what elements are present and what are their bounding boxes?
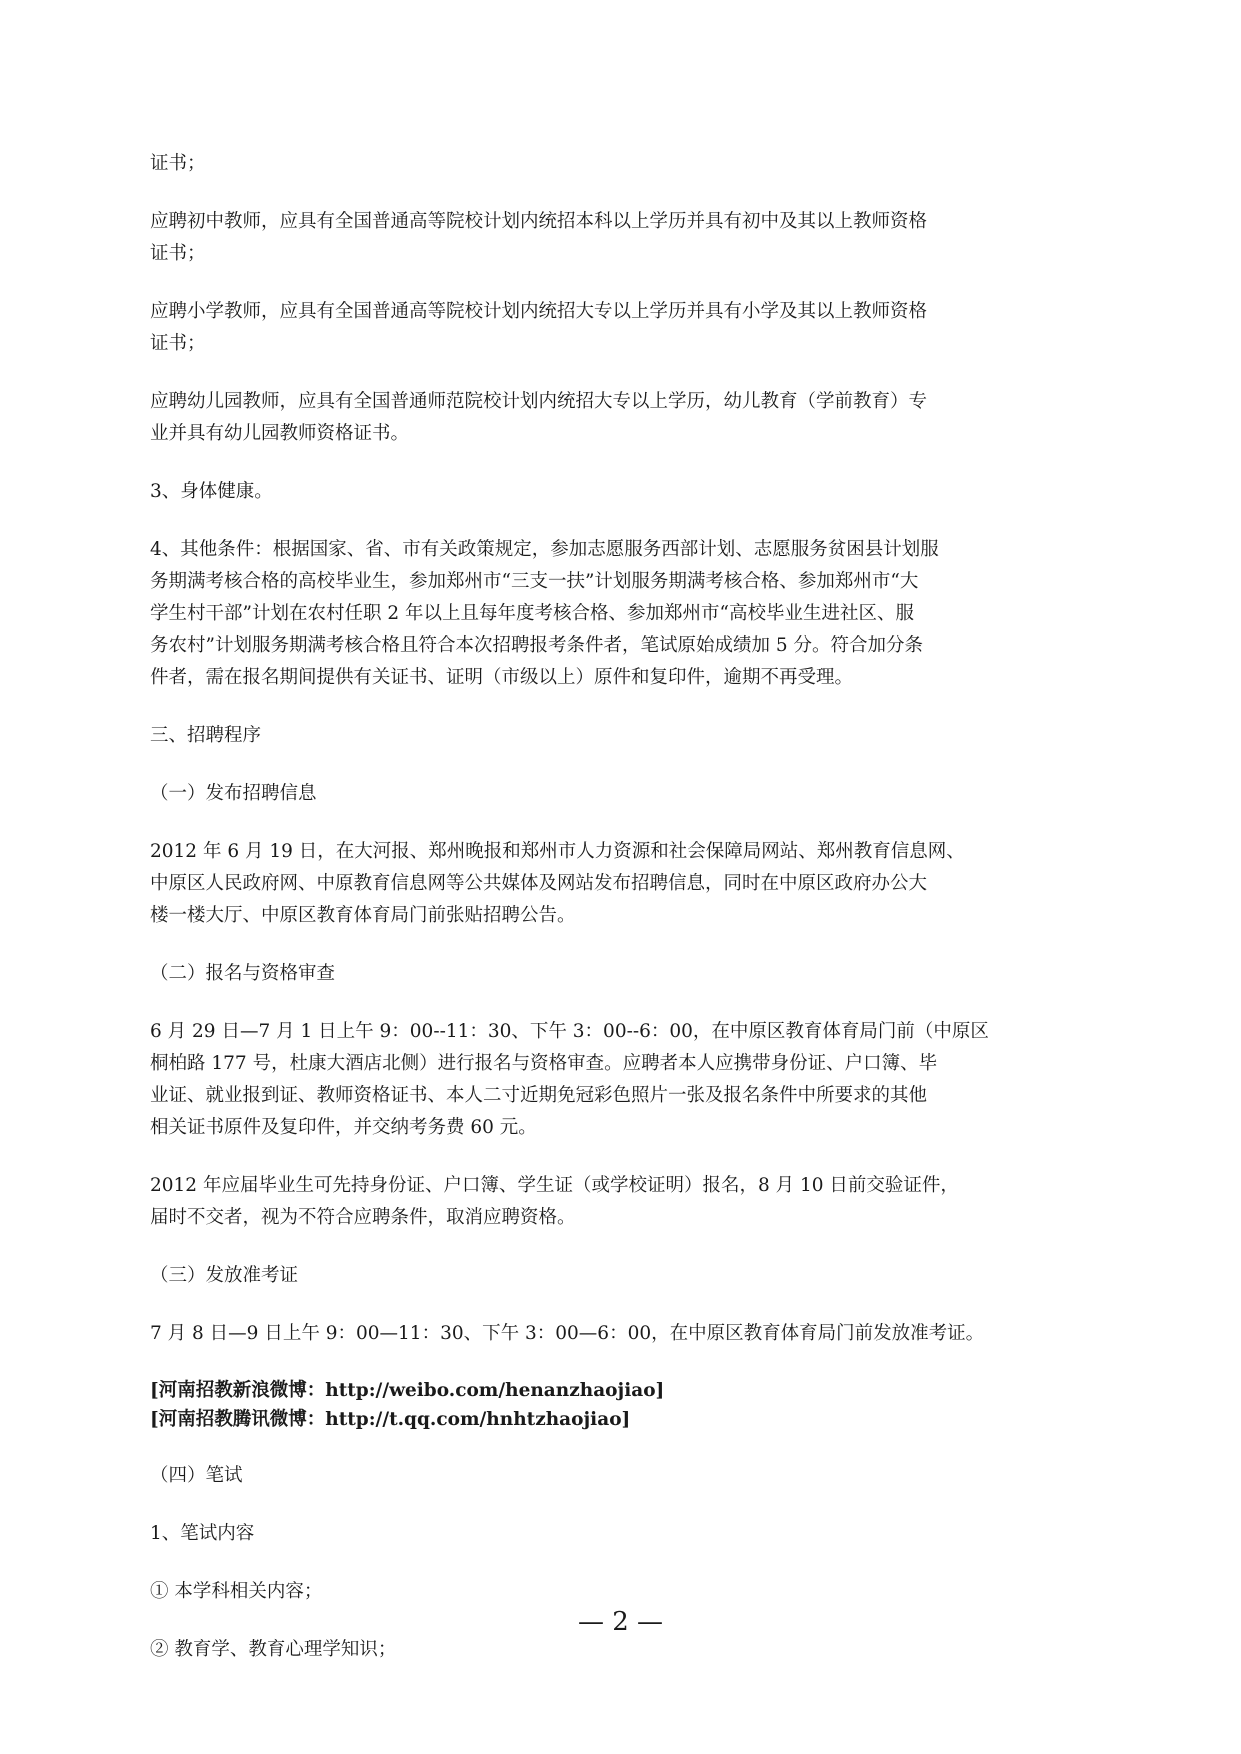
text-line: 3、身体健康。 [150,481,273,502]
paragraph-other-conditions [150,534,1090,694]
text-line: 业并具有幼儿园教师资格证书。 [150,423,410,444]
paragraph-kindergarten-teacher [150,386,1090,450]
text-line: 1、笔试内容 [150,1523,255,1544]
section-heading-recruitment-procedure [150,720,1090,752]
text-line: 6 月 29 日—7 月 1 日上午 9：00--11：30、下午 3：00--6：00，在中原区教育体育局门前（中原区 [150,1021,989,1042]
text-line: ② 教育学、教育心理学知识； [150,1639,397,1660]
paragraph-admission-ticket [150,1318,1090,1350]
text-line: 学生村干部”计划在农村任职 2 年以上且每年度考核合格、参加郑州市“高校毕业生进社区、服 [150,603,914,624]
text-line: 三、招聘程序 [150,725,262,746]
paragraph-health [150,476,1090,508]
document-body [150,148,1090,1692]
text-line: （一）发布招聘信息 [150,783,317,804]
page-number: — 2 — [577,1607,664,1637]
text-line: 桐柏路 177 号，杜康大酒店北侧）进行报名与资格审查。应聘者本人应携带身份证、户口簿、毕 [150,1053,938,1074]
text-line: 件者，需在报名期间提供有关证书、证明（市级以上）原件和复印件，逾期不再受理。 [150,667,854,688]
subheading-written-exam [150,1460,1090,1492]
subheading-admission-ticket [150,1260,1090,1292]
text-line: 应聘初中教师，应具有全国普通高等院校计划内统招本科以上学历并具有初中及其以上教师资格 [150,211,928,232]
text-line: 证书； [150,153,206,174]
text-line: 中原区人民政府网、中原教育信息网等公共媒体及网站发布招聘信息，同时在中原区政府办公大 [150,873,928,894]
paragraph-publish-info [150,836,1090,932]
text-line: 楼一楼大厅、中原区教育体育局门前张贴招聘公告。 [150,905,576,926]
list-item-pedagogy [150,1634,1090,1666]
text-line: 务期满考核合格的高校毕业生，参加郑州市“三支一扶”计划服务期满考核合格、参加郑州市“大 [150,571,919,592]
text-line: 相关证书原件及复印件，并交纳考务费 60 元。 [150,1117,537,1138]
text-line: 7 月 8 日—9 日上午 9：00—11：30、下午 3：00—6：00，在中原区教育体育局门前发放准考证。 [150,1323,985,1344]
paragraph-registration-review [150,1016,1090,1144]
text-line: 2012 年 6 月 19 日，在大河报、郑州晚报和郑州市人力资源和社会保障局网站、郑州教育信息网、 [150,841,965,862]
text-line: 证书； [150,243,206,264]
paragraph-graduates-2012 [150,1170,1090,1234]
sina-weibo-link[interactable]: [河南招教新浪微博：http://weibo.com/henanzhaojiao] [150,1380,665,1401]
text-line: 应聘幼儿园教师，应具有全国普通师范院校计划内统招大专以上学历，幼儿教育（学前教育）专 [150,391,928,412]
text-line: ① 本学科相关内容； [150,1581,323,1602]
text-line: 4、其他条件：根据国家、省、市有关政策规定，参加志愿服务西部计划、志愿服务贫困县计划服 [150,539,939,560]
paragraph-exam-content-heading [150,1518,1090,1550]
subheading-publish-info [150,778,1090,810]
text-line: 业证、就业报到证、教师资格证书、本人二寸近期免冠彩色照片一张及报名条件中所要求的其他 [150,1085,928,1106]
text-line: （二）报名与资格审查 [150,963,336,984]
tencent-weibo-link[interactable]: [河南招教腾讯微博：http://t.qq.com/hnhtzhaojiao] [150,1409,631,1430]
text-line: 务农村”计划服务期满考核合格且符合本次招聘报考条件者，笔试原始成绩加 5 分。符合加分条 [150,635,923,656]
paragraph-primary-teacher [150,296,1090,360]
subheading-registration-review [150,958,1090,990]
weibo-links [150,1376,1090,1434]
paragraph-junior-high-teacher [150,206,1090,270]
text-line: （四）笔试 [150,1465,243,1486]
paragraph-certificate-end [150,148,1090,180]
text-line: 2012 年应届毕业生可先持身份证、户口簿、学生证（或学校证明）报名，8 月 10 日前交验证件， [150,1175,959,1196]
text-line: 应聘小学教师，应具有全国普通高等院校计划内统招大专以上学历并具有小学及其以上教师资格 [150,301,928,322]
text-line: （三）发放准考证 [150,1265,299,1286]
text-line: 证书； [150,333,206,354]
list-item-subject-content [150,1576,1090,1608]
text-line: 届时不交者，视为不符合应聘条件，取消应聘资格。 [150,1207,576,1228]
